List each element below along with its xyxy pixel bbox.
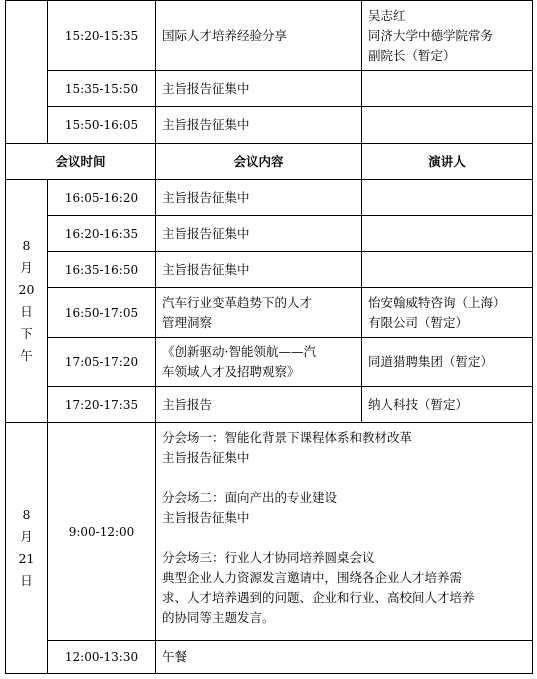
speaker-cell: 纳人科技（暂定） [362,387,533,423]
time-cell: 12:00-13:30 [48,641,156,674]
sessions-cell [156,423,533,641]
spacer [162,528,526,548]
date-cell [6,1,48,144]
date-char: 月 [20,260,33,275]
date-char: 20 [18,282,35,297]
header-speaker: 演讲人 [362,144,533,180]
speaker-cell [362,180,533,216]
time-cell: 17:20-17:35 [48,387,156,423]
table-row [6,387,533,423]
speaker-cell [362,252,533,288]
session-line: 分会场一：智能化背景下课程体系和教材改革 [162,430,413,445]
speaker-cell [362,288,533,338]
date-char: 21 [18,551,35,566]
table-row [6,252,533,288]
date-char: 8 [22,238,31,253]
content-line: 车领域人才及招聘观察》 [162,364,300,379]
speaker-line: 怡安翰威特咨询（上海） [368,294,506,310]
date-cell-aug21 [6,423,48,674]
header-row [6,144,533,180]
content-line: 《创新驱动·智能领航——汽 [162,344,316,359]
speaker-cell [362,71,533,107]
time-cell: 16:20-16:35 [48,216,156,252]
content-cell: 主旨报告征集中 [156,180,362,216]
date-char: 日 [20,304,33,319]
table-row [6,216,533,252]
spacer [162,468,526,488]
time-cell: 15:20-15:35 [48,1,156,71]
schedule-table [5,0,533,674]
table-row [6,338,533,387]
content-line: 汽车行业变革趋势下的人才 [162,294,313,310]
table-row [6,180,533,216]
date-char: 下 [20,326,33,341]
session-line: 分会场三：行业人才协同培养圆桌会议 [162,550,375,565]
table-row [6,107,533,144]
content-cell: 主旨报告征集中 [156,216,362,252]
speaker-line: 副院长（暂定） [368,47,456,63]
time-cell: 15:35-15:50 [48,71,156,107]
session-line: 分会场二：面向产出的专业建设 [162,490,338,505]
date-cell-aug20 [6,180,48,423]
session-line: 主旨报告征集中 [162,510,250,525]
date-char: 日 [20,573,33,588]
content-cell: 午餐 [156,641,533,674]
content-cell: 主旨报告征集中 [156,107,362,144]
content-cell: 主旨报告征集中 [156,71,362,107]
content-cell: 主旨报告征集中 [156,252,362,288]
date-char: 午 [20,348,33,363]
session-line: 求、人才培养遇到的问题、企业和行业、高校间人才培养 [162,590,475,605]
content-line: 管理洞察 [162,314,213,330]
speaker-cell: 同道猎聘集团（暂定） [362,338,533,387]
date-char: 月 [20,529,33,544]
table-row [6,641,533,674]
header-content: 会议内容 [156,144,362,180]
time-cell: 16:05-16:20 [48,180,156,216]
content-cell [156,338,362,387]
session-line: 典型企业人力资源发言邀请中，围绕各企业人才培养需 [162,570,463,585]
table-row [6,288,533,338]
date-char: 8 [22,507,31,522]
session-line: 的协同等主题发言。 [162,610,275,625]
time-cell: 15:50-16:05 [48,107,156,144]
table-row [6,1,533,71]
time-cell: 16:35-16:50 [48,252,156,288]
speaker-cell [362,1,533,71]
speaker-line: 同济大学中德学院常务 [368,27,494,43]
content-cell [156,288,362,338]
speaker-cell [362,216,533,252]
time-cell: 17:05-17:20 [48,338,156,387]
time-cell: 16:50-17:05 [48,288,156,338]
speaker-line: 有限公司（暂定） [368,314,469,330]
table-row [6,71,533,107]
time-cell: 9:00-12:00 [48,423,156,641]
content-cell: 国际人才培养经验分享 [156,1,362,71]
session-line: 主旨报告征集中 [162,450,250,465]
header-time: 会议时间 [6,144,156,180]
speaker-cell [362,107,533,144]
table-row [6,423,533,641]
speaker-line: 吴志红 [368,7,406,23]
content-cell: 主旨报告 [156,387,362,423]
